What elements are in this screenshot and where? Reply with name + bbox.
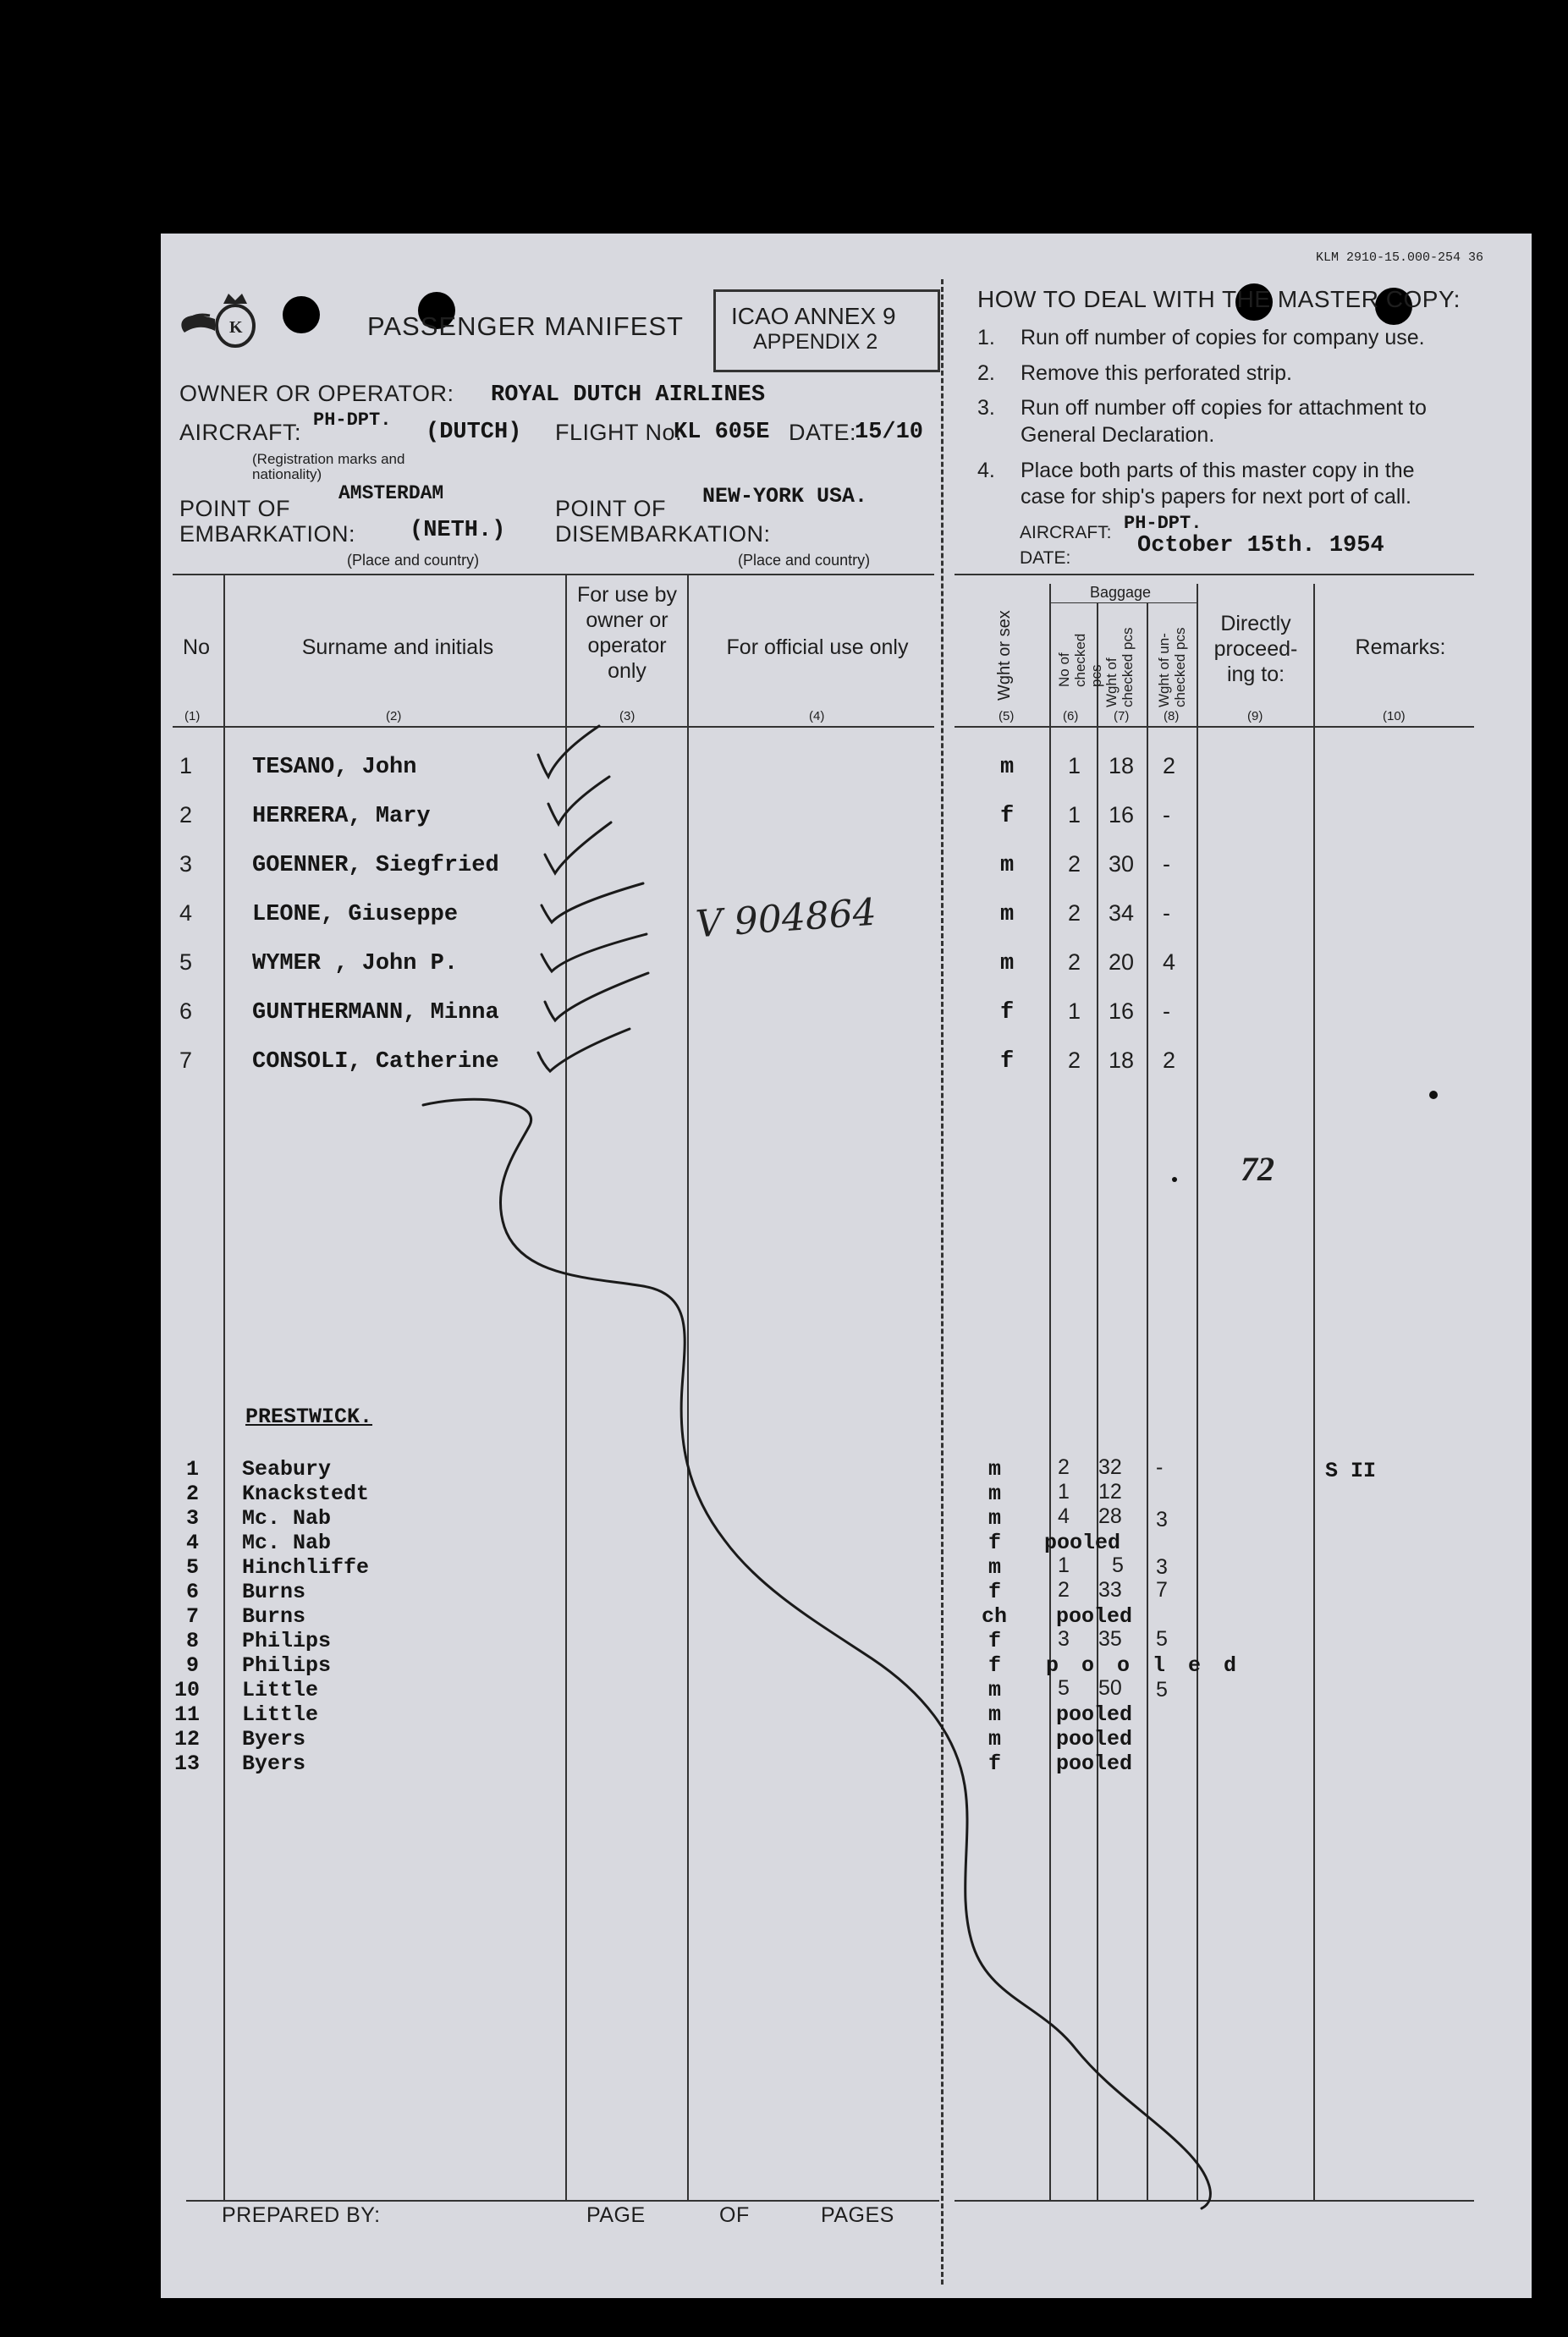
- checked-weight: 28: [1098, 1504, 1122, 1528]
- header-top-rule-right: [955, 574, 1474, 575]
- col-number: (4): [809, 709, 825, 723]
- passenger-sex: m: [1000, 902, 1015, 927]
- unchecked-weight: 2: [1163, 753, 1176, 778]
- column-rule: [1313, 584, 1315, 2200]
- col-number: (2): [386, 709, 402, 723]
- checked-pcs: 1: [1058, 1480, 1070, 1504]
- col-header-weight-sex: Wght or sex: [995, 610, 1014, 701]
- checked-pcs: 1: [1068, 753, 1081, 778]
- passenger-name: Burns: [242, 1604, 306, 1629]
- checked-weight: 5: [1112, 1553, 1124, 1577]
- instruction-text: case for ship's papers for next port of call.: [1021, 485, 1411, 509]
- passenger-name: Knackstedt: [242, 1482, 370, 1506]
- embarkation-label-1: POINT OF: [179, 496, 291, 521]
- flight-value: KL 605E: [674, 420, 770, 445]
- column-rule: [223, 575, 225, 2200]
- checked-pcs: 2: [1068, 949, 1081, 975]
- passenger-sex: f: [988, 1580, 1002, 1604]
- checked-pcs: 1: [1058, 1553, 1070, 1577]
- place-note-embark: (Place and country): [347, 552, 480, 569]
- of-label: OF: [719, 2203, 750, 2227]
- instruction-number: 3.: [977, 396, 995, 420]
- passenger-name: CONSOLI, Catherine: [252, 1049, 499, 1075]
- unchecked-weight: 4: [1163, 949, 1176, 975]
- passenger-name: Philips: [242, 1653, 332, 1678]
- header-bottom-rule-right: [955, 726, 1474, 728]
- unchecked-weight: 3: [1156, 1508, 1168, 1531]
- row-number: 7: [179, 1048, 193, 1073]
- prestwick-heading: PRESTWICK.: [245, 1405, 373, 1429]
- checked-pcs: 2: [1068, 1048, 1081, 1073]
- passenger-name: GUNTHERMANN, Minna: [252, 1000, 499, 1026]
- flight-label: FLIGHT No.: [555, 420, 683, 445]
- instructions-heading: HOW TO DEAL WITH THE MASTER COPY:: [977, 286, 1461, 312]
- aircraft-value: PH-DPT.: [313, 410, 392, 431]
- total-count: 72: [1241, 1150, 1274, 1188]
- unchecked-weight: -: [1163, 998, 1170, 1024]
- passenger-name: Burns: [242, 1580, 306, 1604]
- passenger-sex: m: [1000, 951, 1015, 976]
- official-note: V 904864: [694, 890, 878, 947]
- disembarkation-label-2: DISEMBARKATION:: [555, 521, 771, 547]
- row-number: 1: [186, 1457, 200, 1482]
- form-code: KLM 2910-15.000-254 36: [1316, 250, 1484, 265]
- footer-rule-left: [186, 2200, 939, 2202]
- header-top-rule-left: [173, 574, 934, 575]
- col-header-checked-weight: Wght of checked pcs: [1103, 627, 1136, 707]
- checked-pcs: 3: [1058, 1627, 1070, 1651]
- instructions-date-label: DATE:: [1020, 548, 1071, 568]
- passenger-sex: m: [1000, 853, 1015, 878]
- row-number: 5: [179, 949, 193, 975]
- column-rule: [1097, 602, 1098, 2200]
- instructions-aircraft-label: AIRCRAFT:: [1020, 523, 1112, 542]
- row-number: 7: [186, 1604, 200, 1629]
- col-number: (3): [619, 709, 635, 723]
- instructions-date-value: October 15th. 1954: [1137, 533, 1384, 558]
- checked-pcs: 1: [1068, 998, 1081, 1024]
- checked-weight: 33: [1098, 1578, 1122, 1602]
- manifest-title: PASSENGER MANIFEST: [367, 311, 684, 341]
- row-number: 4: [186, 1531, 200, 1555]
- pooled-baggage: p o o l e d: [1046, 1653, 1242, 1678]
- passenger-sex: ch: [982, 1604, 1008, 1629]
- instruction-text: Remove this perforated strip.: [1021, 361, 1292, 385]
- prestwick-remark: S II: [1325, 1459, 1377, 1483]
- column-rule: [565, 575, 567, 2200]
- unchecked-weight: 7: [1156, 1578, 1168, 1602]
- row-number: 12: [174, 1727, 201, 1751]
- column-rule: [1049, 584, 1051, 2200]
- checked-pcs: 5: [1058, 1676, 1070, 1700]
- instruction-number: 1.: [977, 326, 995, 349]
- passenger-sex: f: [1000, 1049, 1015, 1075]
- passenger-name: HERRERA, Mary: [252, 804, 431, 829]
- instruction-text: Run off number of copies for company use.: [1021, 326, 1425, 349]
- checked-pcs: 1: [1068, 802, 1081, 828]
- checked-pcs: 2: [1058, 1578, 1070, 1602]
- passenger-name: Byers: [242, 1751, 306, 1776]
- col-header-unchecked-weight: Wght of un-checked pcs: [1156, 627, 1188, 707]
- row-number: 8: [186, 1629, 200, 1653]
- instruction-text: Run off number off copies for attachment to: [1021, 396, 1427, 420]
- unchecked-weight: 5: [1156, 1678, 1168, 1702]
- passenger-name: GOENNER, Siegfried: [252, 853, 499, 878]
- col-number: (8): [1164, 709, 1180, 723]
- col-header-directly: Directly proceed-ing to:: [1213, 612, 1298, 686]
- date-label: DATE:: [789, 420, 857, 445]
- row-number: 2: [179, 802, 193, 828]
- col-number: (7): [1114, 709, 1130, 723]
- col-header-owner-use: For use by owner or operator only: [576, 583, 678, 683]
- pooled-baggage: pooled: [1044, 1531, 1121, 1555]
- passenger-sex: m: [988, 1555, 1002, 1580]
- passenger-name: TESANO, John: [252, 755, 417, 780]
- instruction-text: General Declaration.: [1021, 423, 1215, 447]
- unchecked-weight: 3: [1156, 1555, 1168, 1579]
- passenger-name: Mc. Nab: [242, 1531, 332, 1555]
- passenger-sex: m: [988, 1482, 1002, 1506]
- col-number: (10): [1383, 709, 1406, 723]
- passenger-name: Seabury: [242, 1457, 332, 1482]
- row-number: 4: [179, 900, 193, 926]
- owner-value: ROYAL DUTCH AIRLINES: [491, 382, 766, 408]
- pooled-baggage: pooled: [1056, 1702, 1133, 1727]
- owner-label: OWNER OR OPERATOR:: [179, 381, 454, 406]
- checked-weight: 16: [1109, 998, 1135, 1024]
- col-number: (1): [184, 709, 201, 723]
- passenger-name: Philips: [242, 1629, 332, 1653]
- passenger-sex: f: [1000, 804, 1015, 829]
- date-value: 15/10: [855, 420, 924, 445]
- row-number: 9: [186, 1653, 200, 1678]
- passenger-name: LEONE, Giuseppe: [252, 902, 459, 927]
- registration-note: (Registration marks and nationality): [252, 451, 405, 482]
- disembarkation-label-1: POINT OF: [555, 496, 667, 521]
- pooled-baggage: pooled: [1056, 1751, 1133, 1776]
- passenger-sex: f: [988, 1751, 1002, 1776]
- passenger-sex: f: [988, 1531, 1002, 1555]
- row-number: 3: [179, 851, 193, 877]
- checked-pcs: 4: [1058, 1504, 1070, 1528]
- unchecked-weight: 5: [1156, 1627, 1168, 1651]
- col-header-no: No: [183, 635, 210, 659]
- embarkation-label-2: EMBARKATION:: [179, 521, 356, 547]
- row-number: 6: [186, 1580, 200, 1604]
- passenger-name: Little: [242, 1702, 319, 1727]
- svg-text:K: K: [229, 318, 243, 337]
- row-number: 11: [174, 1702, 201, 1727]
- prepared-by-label: PREPARED BY:: [222, 2203, 381, 2227]
- passenger-name: Mc. Nab: [242, 1506, 332, 1531]
- checked-weight: 32: [1098, 1455, 1122, 1479]
- nationality-value: (DUTCH): [426, 420, 522, 445]
- checked-weight: 50: [1098, 1676, 1122, 1700]
- column-rule: [1197, 584, 1198, 2200]
- instructions-aircraft-value: PH-DPT.: [1124, 513, 1202, 534]
- pooled-baggage: pooled: [1056, 1604, 1133, 1629]
- page-label: PAGE: [586, 2203, 646, 2227]
- unchecked-weight: -: [1156, 1455, 1164, 1479]
- embarkation-city: AMSTERDAM: [338, 482, 444, 504]
- passenger-name: Little: [242, 1678, 319, 1702]
- column-rule: [1147, 602, 1148, 2200]
- column-rule: [687, 575, 689, 2200]
- checked-pcs: 2: [1068, 900, 1081, 926]
- disembarkation-value: NEW-YORK USA.: [702, 484, 868, 509]
- place-note-disembark: (Place and country): [738, 552, 871, 569]
- checked-weight: 18: [1109, 1048, 1135, 1073]
- checked-pcs: 2: [1068, 851, 1081, 877]
- checked-weight: 12: [1098, 1480, 1122, 1504]
- passenger-sex: m: [988, 1506, 1002, 1531]
- icao-annex: ICAO ANNEX 9: [731, 303, 896, 329]
- col-number: (5): [999, 709, 1015, 723]
- col-number: (9): [1247, 709, 1263, 723]
- aircraft-label: AIRCRAFT:: [179, 420, 302, 445]
- baggage-rule: [1049, 602, 1198, 603]
- instruction-number: 2.: [977, 361, 995, 385]
- unchecked-weight: 2: [1163, 1048, 1176, 1073]
- passenger-sex: f: [988, 1653, 1002, 1678]
- icao-appendix: APPENDIX 2: [753, 330, 878, 354]
- pages-label: PAGES: [821, 2203, 894, 2227]
- checked-weight: 20: [1109, 949, 1135, 975]
- row-number: 3: [186, 1506, 200, 1531]
- col-header-surname: Surname and initials: [301, 635, 494, 659]
- checked-pcs: 2: [1058, 1455, 1070, 1479]
- header-bottom-rule-left: [173, 726, 934, 728]
- unchecked-weight: -: [1163, 900, 1170, 926]
- col-header-official: For official use only: [726, 635, 909, 659]
- passenger-sex: m: [1000, 755, 1015, 780]
- checked-weight: 34: [1109, 900, 1135, 926]
- col-number: (6): [1063, 709, 1079, 723]
- unchecked-weight: -: [1163, 802, 1170, 828]
- punch-hole: [283, 296, 320, 333]
- row-number: 1: [179, 753, 193, 778]
- pooled-baggage: pooled: [1056, 1727, 1133, 1751]
- checked-weight: 35: [1098, 1627, 1122, 1651]
- unchecked-weight: -: [1163, 851, 1170, 877]
- row-number: 2: [186, 1482, 200, 1506]
- col-header-baggage: Baggage: [1090, 584, 1152, 601]
- passenger-name: Byers: [242, 1727, 306, 1751]
- checked-weight: 16: [1109, 802, 1135, 828]
- passenger-sex: f: [988, 1629, 1002, 1653]
- col-header-remarks: Remarks:: [1355, 635, 1446, 659]
- footer-rule-right: [955, 2200, 1474, 2202]
- checked-weight: 30: [1109, 851, 1135, 877]
- embarkation-country: (NETH.): [410, 518, 506, 543]
- passenger-sex: f: [1000, 1000, 1015, 1026]
- passenger-name: Hinchliffe: [242, 1555, 370, 1580]
- passenger-sex: m: [988, 1457, 1002, 1482]
- row-number: 13: [174, 1751, 201, 1776]
- row-number: 5: [186, 1555, 200, 1580]
- passenger-sex: m: [988, 1727, 1002, 1751]
- row-number: 10: [174, 1678, 201, 1702]
- passenger-name: WYMER , John P.: [252, 951, 459, 976]
- instruction-text: Place both parts of this master copy in the: [1021, 459, 1415, 482]
- instruction-number: 4.: [977, 459, 995, 482]
- checked-weight: 18: [1109, 753, 1135, 778]
- passenger-sex: m: [988, 1678, 1002, 1702]
- row-number: 6: [179, 998, 193, 1024]
- passenger-sex: m: [988, 1702, 1002, 1727]
- perforation-line: [941, 279, 944, 2285]
- col-header-checked-pcs: No of checked pcs: [1056, 633, 1104, 687]
